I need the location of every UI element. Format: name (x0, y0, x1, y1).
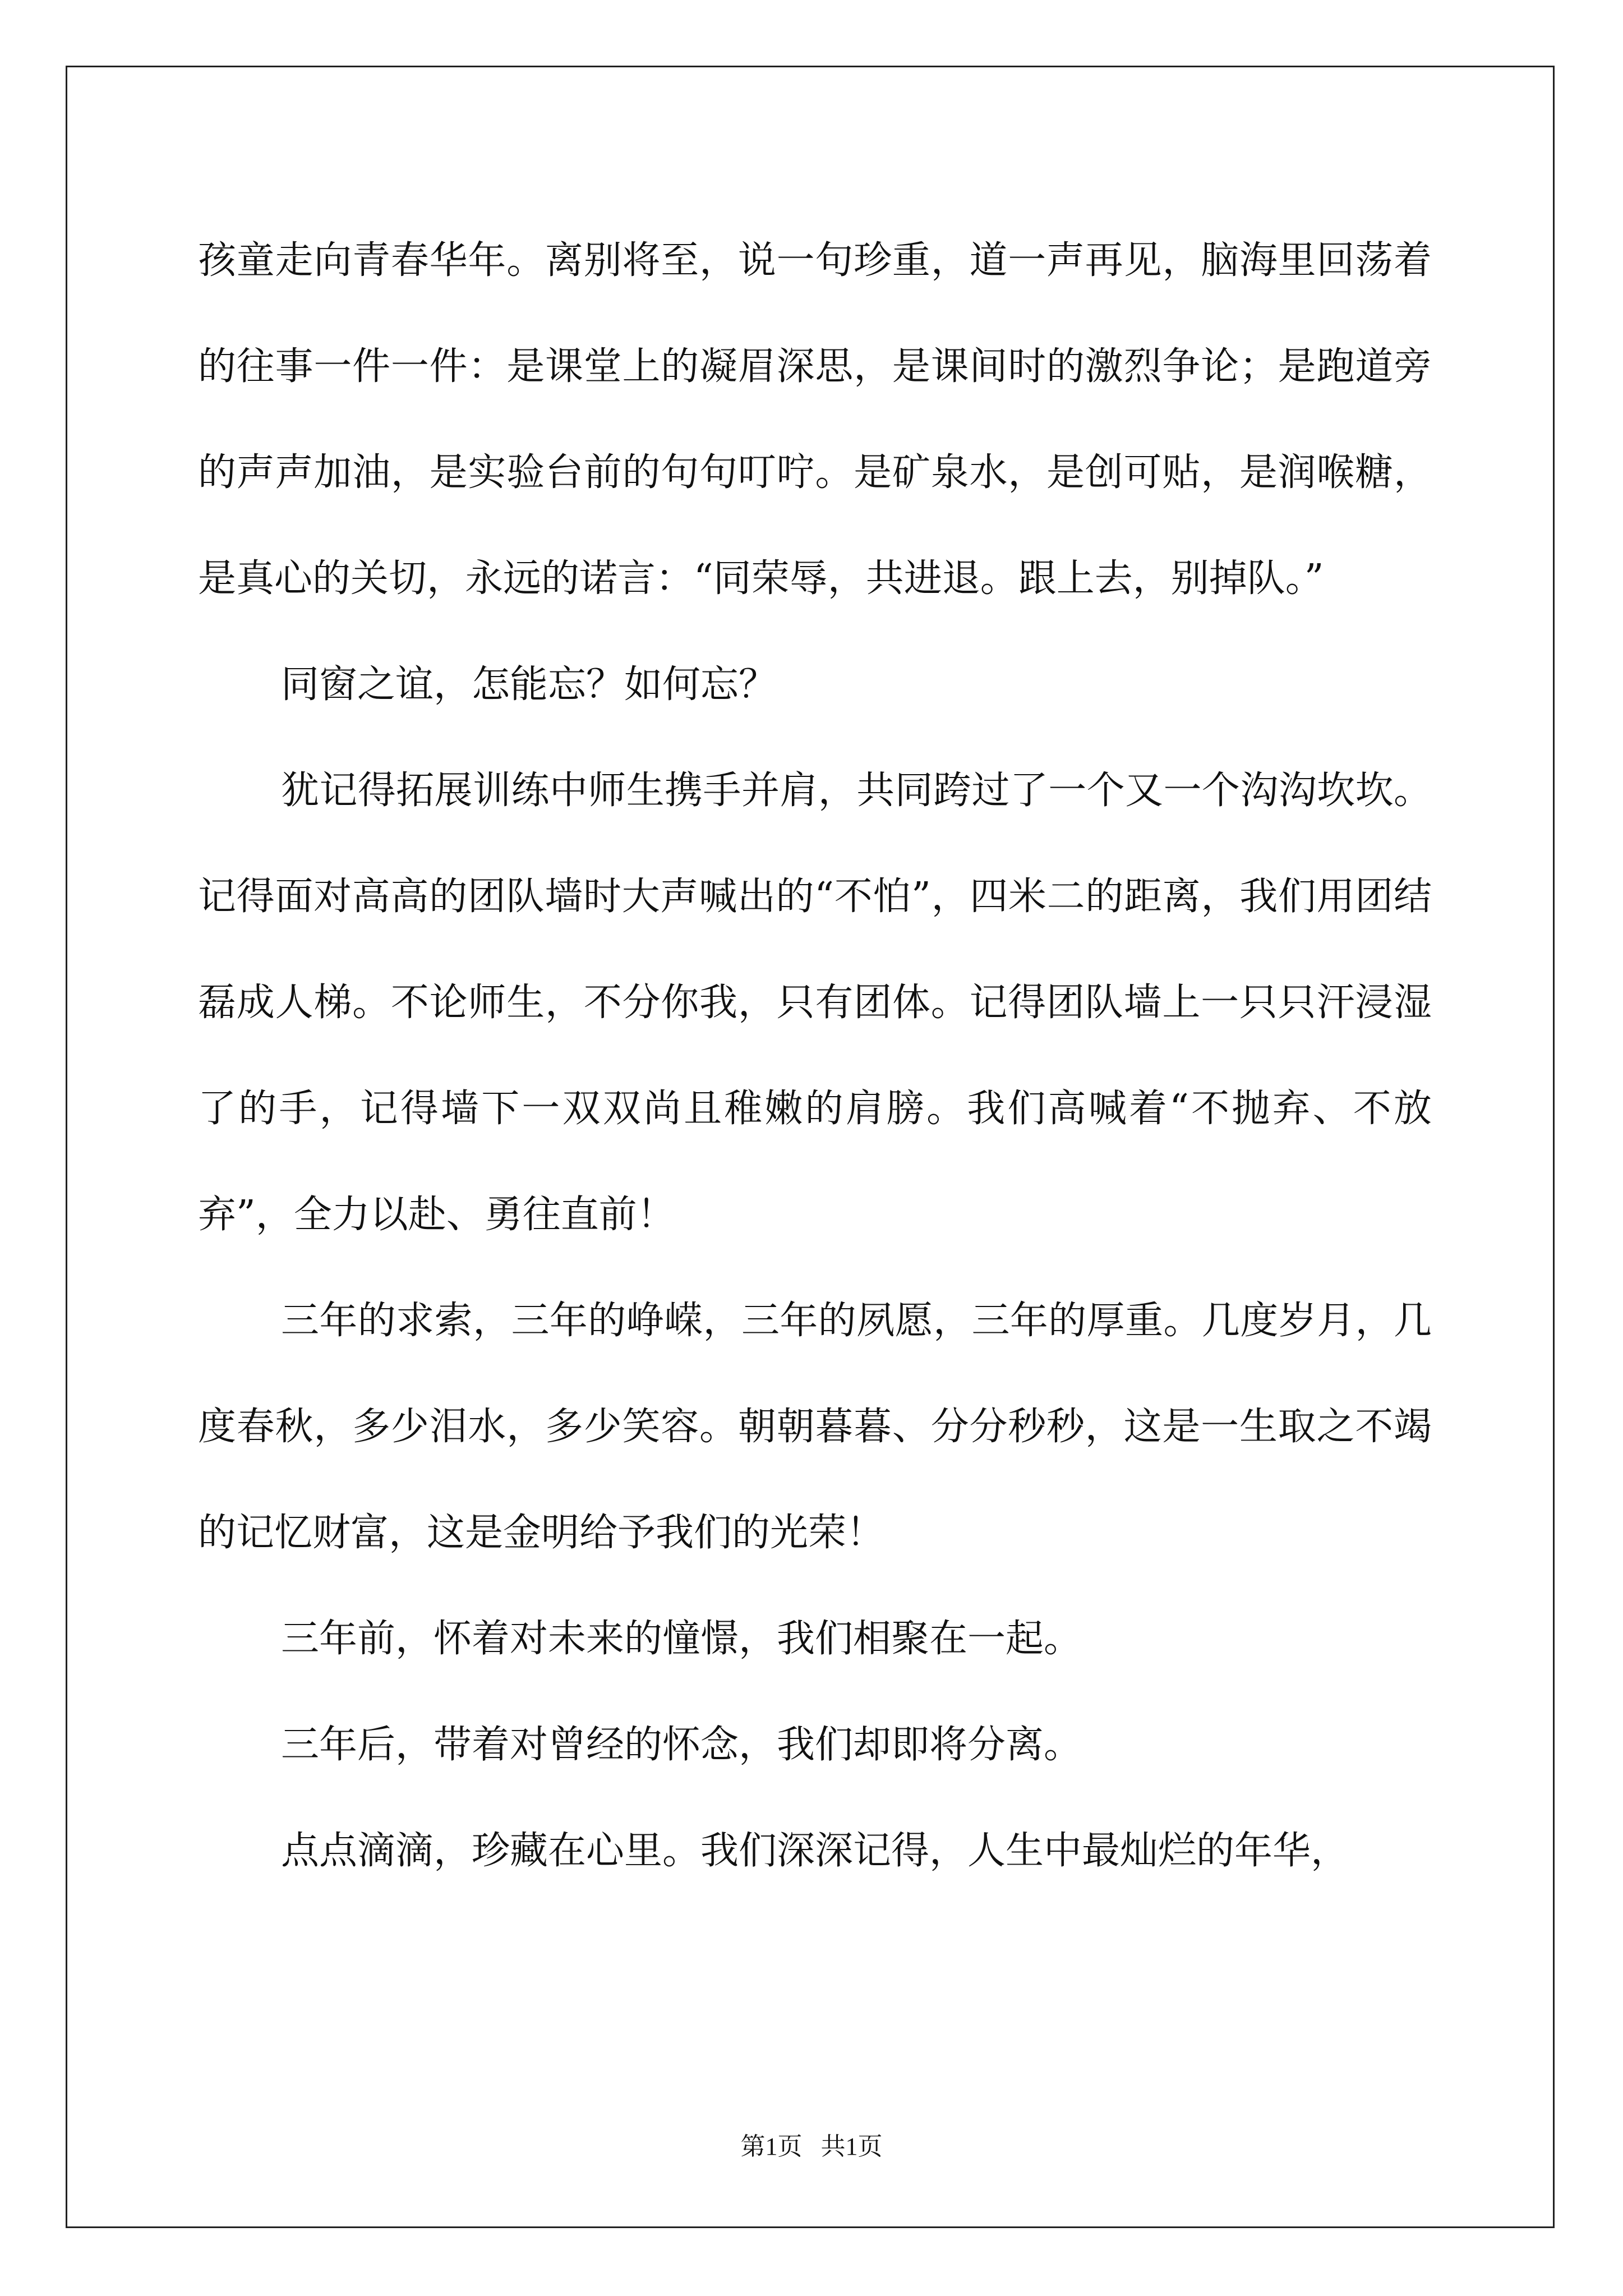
page-footer: 第1页 共1页 (740, 2133, 883, 2160)
paragraph: 点点滴滴，珍藏在心里。我们深深记得，人生中最灿烂的年华， (281, 1829, 1349, 1873)
document-body (198, 208, 1432, 1904)
paragraph: 三年前，怀着对未来的憧憬，我们相聚在一起。 (281, 1617, 1082, 1661)
paragraph: 孩童走向青春华年。离别将至，说一句珍重，道一声再见，脑海里回荡着的往事一件一件：是课堂上的凝眉深思，是课间时的激烈争论；是跑道旁的声声加油，是实验台前的句句叮咛。是矿泉水，是创可贴，是润喉糖，是真心的关切，永远的诺言：“同荣辱，共进退。跟上去，别掉队。” (198, 238, 1432, 601)
paragraph: 同窗之谊，怎能忘？如何忘？ (281, 662, 777, 707)
paragraph: 犹记得拓展训练中师生携手并肩，共同跨过了一个又一个沟沟坎坎。记得面对高高的团队墙时大声喊出的“不怕”，四米二的距离，我们用团结磊成人梯。不论师生，不分你我，只有团体。记得团队墙上一只只汗浸湿了的手，记得墙下一双双尚且稚嫩的肩膀。我们高喊着“不抛弃、不放弃”，全力以赴、勇往直前！ (198, 769, 1432, 1237)
paragraph: 三年的求索，三年的峥嵘，三年的夙愿，三年的厚重。几度岁月，几度春秋，多少泪水，多少笑容。朝朝暮暮、分分秒秒，这是一生取之不竭的记忆财富，这是金明给予我们的光荣！ (198, 1299, 1432, 1555)
paragraph: 三年后，带着对曾经的怀念，我们却即将分离。 (281, 1723, 1082, 1767)
